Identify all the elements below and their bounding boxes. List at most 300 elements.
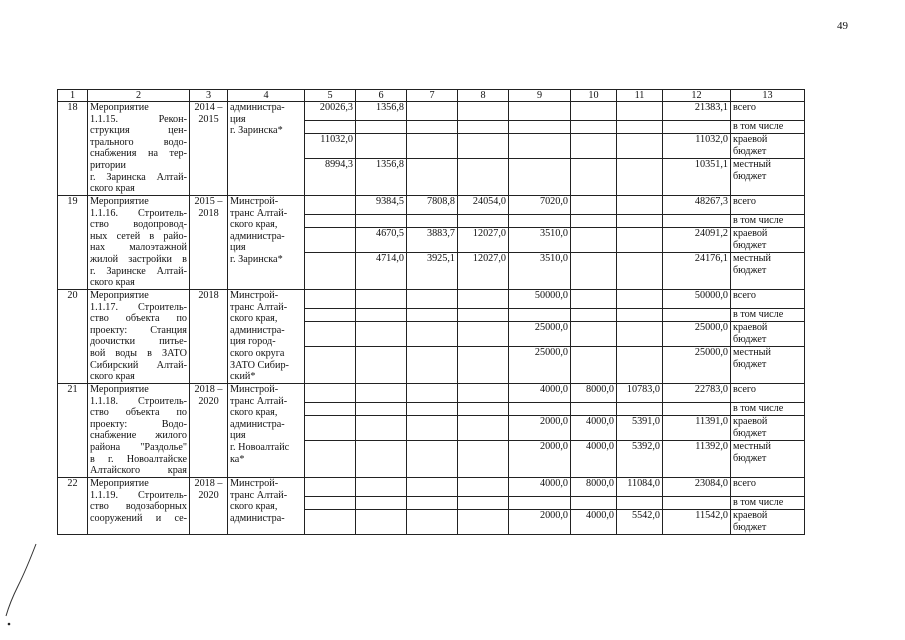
amount-cell-9 [509,134,571,159]
amount-cell-5 [305,497,356,510]
amount-cell-12: 24176,1 [663,253,731,290]
source-cell [731,102,805,121]
amount-cell-9: 3510,0 [509,228,571,253]
row-number-cell: 22 [58,478,88,535]
cell-line: Минстрой- [230,196,279,207]
cell-line: г. Новоалтайс [230,441,290,453]
amount-cell-9 [509,121,571,134]
amount-cell-12 [663,497,731,510]
amount-cell-7 [407,309,458,322]
source-cell [731,510,805,535]
cell-line: ЗАТО Сибир- [230,359,289,371]
amount-cell-10 [571,121,617,134]
amount-cell-10 [571,322,617,347]
cell-line: г. Заринске Алтай- [90,265,187,277]
amount-cell-10 [571,347,617,384]
source-cell [731,478,805,497]
cell-line: местный [733,253,771,264]
amount-cell-8 [458,121,509,134]
amount-cell-11 [617,159,663,196]
amount-cell-6 [356,121,407,134]
amount-cell-10: 8000,0 [571,478,617,497]
amount-cell-5 [305,253,356,290]
amount-cell-8 [458,478,509,497]
cell-line: 1.1.19. Строитель- [90,489,187,501]
activity-name-cell [88,478,190,535]
amount-cell-9: 4000,0 [509,478,571,497]
amount-cell-6: 4670,5 [356,228,407,253]
source-cell [731,215,805,228]
source-cell [731,121,805,134]
amount-cell-8: 24054,0 [458,196,509,215]
cell-line: краевой [733,228,768,239]
cell-line: всего [733,478,756,489]
cell-line: местный [733,347,771,358]
cell-line: 2020 [198,395,219,407]
executor-cell [228,384,305,478]
amount-cell-10 [571,290,617,309]
amount-cell-8 [458,347,509,384]
cell-line: нах малоэтажной [90,242,187,254]
cell-line: ция [230,430,246,442]
cell-line: Минстрой- [230,290,279,301]
cell-line: района "Раздолье" [90,441,187,453]
amount-cell-10 [571,159,617,196]
amount-cell-11 [617,228,663,253]
header-cell-7: 7 [407,90,458,102]
cell-line: Мероприятие [90,196,149,207]
amount-cell-5 [305,228,356,253]
amount-cell-12: 50000,0 [663,290,731,309]
source-cell [731,403,805,416]
amount-cell-10 [571,215,617,228]
amount-cell-11 [617,196,663,215]
cell-line: ция [230,113,246,125]
cell-line: бюджет [733,264,767,276]
amount-cell-10 [571,134,617,159]
cell-line: в том числе [733,497,784,508]
amount-cell-10: 4000,0 [571,416,617,441]
cell-line: трального водо- [90,136,187,148]
amount-cell-8 [458,384,509,403]
cell-line: снабжение жилого [90,430,187,442]
cell-line: в том числе [733,309,784,320]
cell-line: струкция цен- [90,125,187,137]
amount-cell-8 [458,309,509,322]
cell-line: ского края, [230,219,278,231]
amount-cell-11 [617,121,663,134]
table-row [58,196,805,215]
cell-line: Минстрой- [230,384,279,395]
amount-cell-7: 3883,7 [407,228,458,253]
amount-cell-6 [356,347,407,384]
executor-cell [228,196,305,290]
cell-line: 2014 – [194,102,223,113]
cell-line: ство водопровод- [90,219,187,231]
source-cell [731,416,805,441]
cell-line: ритории [90,159,126,171]
amount-cell-10 [571,196,617,215]
amount-cell-6 [356,134,407,159]
header-cell-12: 12 [663,90,731,102]
amount-cell-5 [305,478,356,497]
amount-cell-5 [305,121,356,134]
table-row [58,384,805,403]
amount-cell-8 [458,322,509,347]
years-cell [190,102,228,196]
amount-cell-7 [407,121,458,134]
amount-cell-11 [617,134,663,159]
amount-cell-7 [407,384,458,403]
cell-line: администра- [230,230,285,242]
row-number-cell: 19 [58,196,88,290]
amount-cell-11: 5542,0 [617,510,663,535]
header-cell-1: 1 [58,90,88,102]
amount-cell-9: 25000,0 [509,322,571,347]
amount-cell-8 [458,159,509,196]
executor-cell [228,290,305,384]
amount-cell-6: 4714,0 [356,253,407,290]
amount-cell-8 [458,403,509,416]
amount-cell-11 [617,309,663,322]
cell-line: жилой застройки в [90,253,187,265]
amount-cell-7 [407,510,458,535]
cell-line: транс Алтай- [230,395,288,407]
amount-cell-6 [356,416,407,441]
cell-line: администра- [230,512,285,524]
source-cell [731,347,805,384]
amount-cell-5: 8994,3 [305,159,356,196]
source-cell [731,441,805,478]
years-cell [190,478,228,535]
source-cell [731,309,805,322]
source-cell [731,228,805,253]
source-cell [731,159,805,196]
amount-cell-5 [305,347,356,384]
amount-cell-10 [571,102,617,121]
amount-cell-11 [617,290,663,309]
amount-cell-11 [617,497,663,510]
cell-line: ского округа [230,347,285,359]
amount-cell-5: 11032,0 [305,134,356,159]
amount-cell-12: 11032,0 [663,134,731,159]
header-cell-10: 10 [571,90,617,102]
cell-line: Минстрой- [230,478,279,489]
amount-cell-11 [617,403,663,416]
amount-cell-12: 25000,0 [663,322,731,347]
cell-line: всего [733,290,756,301]
amount-cell-12: 11392,0 [663,441,731,478]
amount-cell-8: 12027,0 [458,228,509,253]
amount-cell-10: 4000,0 [571,510,617,535]
amount-cell-9 [509,102,571,121]
header-cell-6: 6 [356,90,407,102]
cell-line: ка* [230,453,245,465]
amount-cell-9: 2000,0 [509,441,571,478]
cell-line: 1.1.15. Рекон- [90,113,187,125]
cell-line: в г. Новоалтайске [90,453,187,465]
amount-cell-5 [305,510,356,535]
amount-cell-7 [407,102,458,121]
cell-line: ского края [90,183,135,195]
cell-line: Мероприятие [90,290,149,301]
cell-line: краевой [733,134,768,145]
cell-line: 2018 [198,290,219,301]
activity-name-cell [88,102,190,196]
activity-name-cell [88,384,190,478]
cell-line: 2020 [198,489,219,501]
cell-line: снабжения на тер- [90,148,187,160]
cell-line: местный [733,441,771,452]
cell-line: всего [733,196,756,207]
amount-cell-8: 12027,0 [458,253,509,290]
amount-cell-6 [356,403,407,416]
amount-cell-7 [407,159,458,196]
amount-cell-6 [356,384,407,403]
cell-line: в том числе [733,403,784,414]
years-cell [190,196,228,290]
cell-line: всего [733,102,756,113]
cell-line: ского края [90,371,135,383]
cell-line: 2018 – [194,478,223,489]
amount-cell-8 [458,497,509,510]
years-cell [190,290,228,384]
amount-cell-7 [407,416,458,441]
cell-line: ция город- [230,336,276,348]
amount-cell-12: 23084,0 [663,478,731,497]
amount-cell-10: 8000,0 [571,384,617,403]
amount-cell-11: 10783,0 [617,384,663,403]
source-cell [731,134,805,159]
cell-line: краевой [733,416,768,427]
amount-cell-10 [571,497,617,510]
amount-cell-11 [617,215,663,228]
amount-cell-7 [407,478,458,497]
amount-cell-9: 3510,0 [509,253,571,290]
cell-line: в том числе [733,215,784,226]
budget-table [57,89,805,535]
amount-cell-12: 24091,2 [663,228,731,253]
amount-cell-6: 1356,8 [356,159,407,196]
row-number-cell: 20 [58,290,88,384]
executor-cell [228,478,305,535]
amount-cell-11: 5392,0 [617,441,663,478]
amount-cell-7 [407,347,458,384]
cell-line: 2018 [198,207,219,219]
cell-line: бюджет [733,333,767,345]
amount-cell-11 [617,322,663,347]
cell-line: Алтайского края [90,465,187,477]
cell-line: бюджет [733,452,767,464]
cell-line: краевой [733,510,768,521]
cell-line: ство объекта по [90,407,187,419]
cell-line: краевой [733,322,768,333]
header-cell-8: 8 [458,90,509,102]
cell-line: всего [733,384,756,395]
amount-cell-6 [356,290,407,309]
amount-cell-6 [356,441,407,478]
amount-cell-10 [571,228,617,253]
amount-cell-12: 48267,3 [663,196,731,215]
cell-line: сооружений и се- [90,512,187,524]
source-cell [731,322,805,347]
cell-line: проекту: Водо- [90,418,187,430]
amount-cell-8 [458,510,509,535]
amount-cell-9: 2000,0 [509,416,571,441]
cell-line: ных сетей в райо- [90,230,187,242]
table-row [58,102,805,121]
cell-line: г. Заринска* [230,253,283,265]
cell-line: бюджет [733,427,767,439]
amount-cell-12: 21383,1 [663,102,731,121]
amount-cell-5 [305,403,356,416]
amount-cell-8 [458,416,509,441]
amount-cell-9 [509,497,571,510]
cell-line: ство водозаборных [90,501,187,513]
amount-cell-12 [663,403,731,416]
amount-cell-12: 11391,0 [663,416,731,441]
amount-cell-9: 2000,0 [509,510,571,535]
header-cell-3: 3 [190,90,228,102]
amount-cell-11 [617,102,663,121]
amount-cell-9: 4000,0 [509,384,571,403]
years-cell [190,384,228,478]
table-row [58,478,805,497]
amount-cell-6 [356,478,407,497]
amount-cell-7 [407,290,458,309]
amount-cell-11: 11084,0 [617,478,663,497]
cell-line: местный [733,159,771,170]
amount-cell-10 [571,309,617,322]
executor-cell [228,102,305,196]
header-cell-9: 9 [509,90,571,102]
header-cell-11: 11 [617,90,663,102]
amount-cell-7 [407,497,458,510]
cell-line: 2015 [198,113,219,125]
amount-cell-7 [407,441,458,478]
header-cell-4: 4 [228,90,305,102]
amount-cell-7 [407,322,458,347]
amount-cell-8 [458,215,509,228]
source-cell [731,253,805,290]
amount-cell-11 [617,347,663,384]
cell-line: ского края [90,277,135,289]
amount-cell-6: 9384,5 [356,196,407,215]
cell-line: проекту: Станция [90,324,187,336]
cell-line: администра- [230,418,285,430]
amount-cell-6 [356,322,407,347]
activity-name-cell [88,196,190,290]
cell-line: доочистки питье- [90,336,187,348]
cell-line: ского края, [230,407,278,419]
row-number-cell: 18 [58,102,88,196]
cell-line: 1.1.18. Строитель- [90,395,187,407]
amount-cell-5 [305,416,356,441]
row-number-cell: 21 [58,384,88,478]
cell-line: администра- [230,324,285,336]
source-cell [731,497,805,510]
cell-line: 1.1.16. Строитель- [90,207,187,219]
cell-line: бюджет [733,170,767,182]
amount-cell-9: 50000,0 [509,290,571,309]
cell-line: вой воды в ЗАТО [90,347,187,359]
cell-line: бюджет [733,521,767,533]
cell-line: Мероприятие [90,102,149,113]
header-cell-5: 5 [305,90,356,102]
cell-line: 2015 – [194,196,223,207]
amount-cell-8 [458,441,509,478]
cell-line: в том числе [733,121,784,132]
source-cell [731,196,805,215]
amount-cell-9: 7020,0 [509,196,571,215]
amount-cell-8 [458,102,509,121]
amount-cell-11: 5391,0 [617,416,663,441]
pen-stroke-mark [0,540,40,640]
source-cell [731,290,805,309]
amount-cell-12: 10351,1 [663,159,731,196]
amount-cell-6 [356,497,407,510]
amount-cell-10: 4000,0 [571,441,617,478]
cell-line: транс Алтай- [230,301,288,313]
cell-line: 1.1.17. Строитель- [90,301,187,313]
amount-cell-12: 25000,0 [663,347,731,384]
table-row [58,290,805,309]
amount-cell-6 [356,309,407,322]
amount-cell-7 [407,134,458,159]
cell-line: транс Алтай- [230,489,288,501]
cell-line: Сибирский Алтай- [90,359,187,371]
amount-cell-7 [407,215,458,228]
amount-cell-8 [458,134,509,159]
cell-line: ция [230,242,246,254]
amount-cell-11 [617,253,663,290]
cell-line: бюджет [733,358,767,370]
page-number: 49 [837,20,848,32]
amount-cell-12: 11542,0 [663,510,731,535]
amount-cell-12 [663,309,731,322]
amount-cell-9 [509,309,571,322]
cell-line: ского края, [230,501,278,513]
amount-cell-9 [509,215,571,228]
header-row [58,90,805,102]
amount-cell-10 [571,253,617,290]
source-cell [731,384,805,403]
amount-cell-7: 7808,8 [407,196,458,215]
amount-cell-6 [356,510,407,535]
cell-line: бюджет [733,145,767,157]
amount-cell-9 [509,159,571,196]
amount-cell-6: 1356,8 [356,102,407,121]
cell-line: ский* [230,371,256,383]
amount-cell-5 [305,441,356,478]
amount-cell-7 [407,403,458,416]
amount-cell-8 [458,290,509,309]
activity-name-cell [88,290,190,384]
cell-line: транс Алтай- [230,207,288,219]
amount-cell-5 [305,309,356,322]
amount-cell-10 [571,403,617,416]
amount-cell-5 [305,290,356,309]
amount-cell-5: 20026,3 [305,102,356,121]
cell-line: ского края, [230,313,278,325]
cell-line: бюджет [733,239,767,251]
amount-cell-9 [509,403,571,416]
amount-cell-5 [305,196,356,215]
cell-line: г. Заринска* [230,125,283,137]
amount-cell-5 [305,384,356,403]
amount-cell-12 [663,121,731,134]
amount-cell-12: 22783,0 [663,384,731,403]
